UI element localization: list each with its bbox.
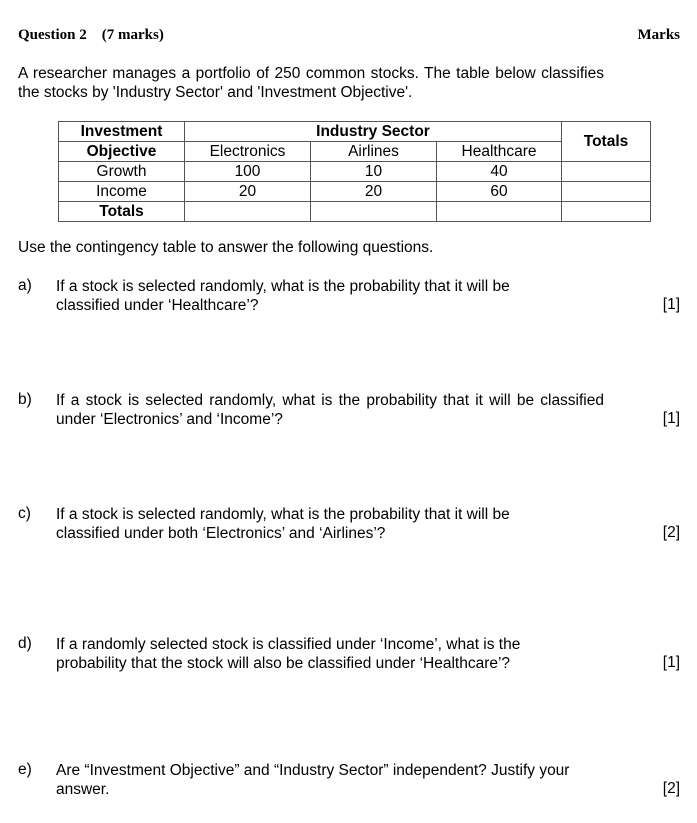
question-b-text: If a stock is selected randomly, what is the probability that it will be classified under ‘Electronics’ and ‘Income’?	[56, 392, 604, 428]
cell-growth-electronics: 100	[185, 162, 311, 182]
col-header-healthcare: Healthcare	[437, 142, 562, 162]
instruction-text: Use the contingency table to answer the following questions.	[18, 239, 434, 256]
cell-income-electronics: 20	[185, 182, 311, 202]
header-investment: Investment	[59, 122, 185, 142]
contingency-table	[58, 121, 651, 222]
question-d-marks: [1]	[662, 654, 680, 671]
question-d-label: d)	[18, 635, 32, 652]
question-e-marks: [2]	[662, 780, 680, 797]
cell-growth-airlines: 10	[311, 162, 437, 182]
col-header-airlines: Airlines	[311, 142, 437, 162]
table-row	[59, 182, 651, 202]
row-label-income: Income	[59, 182, 185, 202]
question-c-marks: [2]	[662, 524, 680, 541]
cell-growth-healthcare: 40	[437, 162, 562, 182]
question-c-label: c)	[18, 505, 31, 522]
question-b-marks: [1]	[662, 410, 680, 427]
question-title	[18, 27, 164, 44]
table-row	[59, 162, 651, 182]
question-e-text: Are “Investment Objective” and “Industry Sector” independent? Justify your answer.	[56, 762, 570, 798]
table-row	[59, 202, 651, 222]
question-label: Question 2	[18, 27, 87, 43]
header-objective: Objective	[59, 142, 185, 162]
cell-totals-healthcare	[437, 202, 562, 222]
question-b-label: b)	[18, 391, 32, 408]
row-label-totals: Totals	[59, 202, 185, 222]
cell-income-airlines: 20	[311, 182, 437, 202]
question-a-label: a)	[18, 277, 32, 294]
question-e-label: e)	[18, 761, 32, 778]
intro-paragraph: A researcher manages a portfolio of 250 common stocks. The table below classifies the stocks by 'Industry Sector' and 'Investment Objective'.	[18, 65, 604, 101]
cell-growth-total	[562, 162, 651, 182]
cell-income-healthcare: 60	[437, 182, 562, 202]
cell-totals-airlines	[311, 202, 437, 222]
question-a-text: If a stock is selected randomly, what is the probability that it will be classified under ‘Healthcare’?	[56, 278, 510, 314]
header-totals: Totals	[562, 122, 651, 162]
row-label-growth: Growth	[59, 162, 185, 182]
question-d-text: If a randomly selected stock is classified under ‘Income’, what is the probability that the stock will also be classified under ‘Healthcare’?	[56, 636, 521, 672]
col-header-electronics: Electronics	[185, 142, 311, 162]
question-marks-info: (7 marks)	[101, 27, 164, 43]
cell-totals-grand	[562, 202, 651, 222]
marks-column-header: Marks	[637, 27, 680, 43]
cell-totals-electronics	[185, 202, 311, 222]
cell-income-total	[562, 182, 651, 202]
question-c-text: If a stock is selected randomly, what is the probability that it will be classified under both ‘Electronics’ and ‘Airlines’?	[56, 506, 510, 542]
question-a-marks: [1]	[662, 296, 680, 313]
header-industry-sector: Industry Sector	[185, 122, 562, 142]
